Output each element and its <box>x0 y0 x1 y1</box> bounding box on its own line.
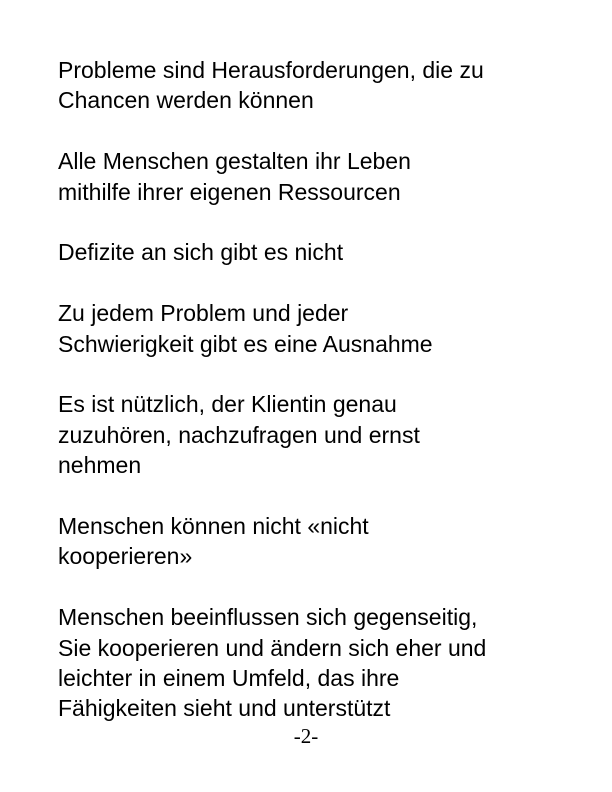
text-line: Schwierigkeit gibt es eine Ausnahme <box>58 330 433 357</box>
paragraph-deficits <box>58 237 578 267</box>
paragraph-resources <box>58 146 578 207</box>
text-line: zuzuhören, nachzufragen und ernst <box>58 421 420 448</box>
text-line: Es ist nützlich, der Klientin genau <box>58 391 397 418</box>
paragraph-cooperation <box>58 511 578 572</box>
page-number: -2- <box>293 724 319 748</box>
text-line: mithilfe ihrer eigenen Ressourcen <box>58 178 401 205</box>
paragraph-listening <box>58 389 578 480</box>
text-line: Alle Menschen gestalten ihr Leben <box>58 148 411 175</box>
page-content <box>58 55 578 754</box>
paragraph-challenges <box>58 55 578 116</box>
text-line: Menschen beeinflussen sich gegenseitig, <box>58 604 478 631</box>
paragraph-influence <box>58 602 578 724</box>
paragraph-exceptions <box>58 298 578 359</box>
text-line: Fähigkeiten sieht und unterstützt <box>58 695 391 722</box>
text-line: Probleme sind Herausforderungen, die zu <box>58 57 484 83</box>
text-line: nehmen <box>58 452 142 479</box>
text-line: Zu jedem Problem und jeder <box>58 300 349 327</box>
text-line: kooperieren» <box>58 543 193 570</box>
text-line: Defizite an sich gibt es nicht <box>58 239 344 266</box>
text-line: Menschen können nicht «nicht <box>58 513 369 540</box>
text-line: Sie kooperieren und ändern sich eher und <box>58 634 487 661</box>
text-line: leichter in einem Umfeld, das ihre <box>58 665 400 692</box>
text-line: Chancen werden können <box>58 87 314 114</box>
